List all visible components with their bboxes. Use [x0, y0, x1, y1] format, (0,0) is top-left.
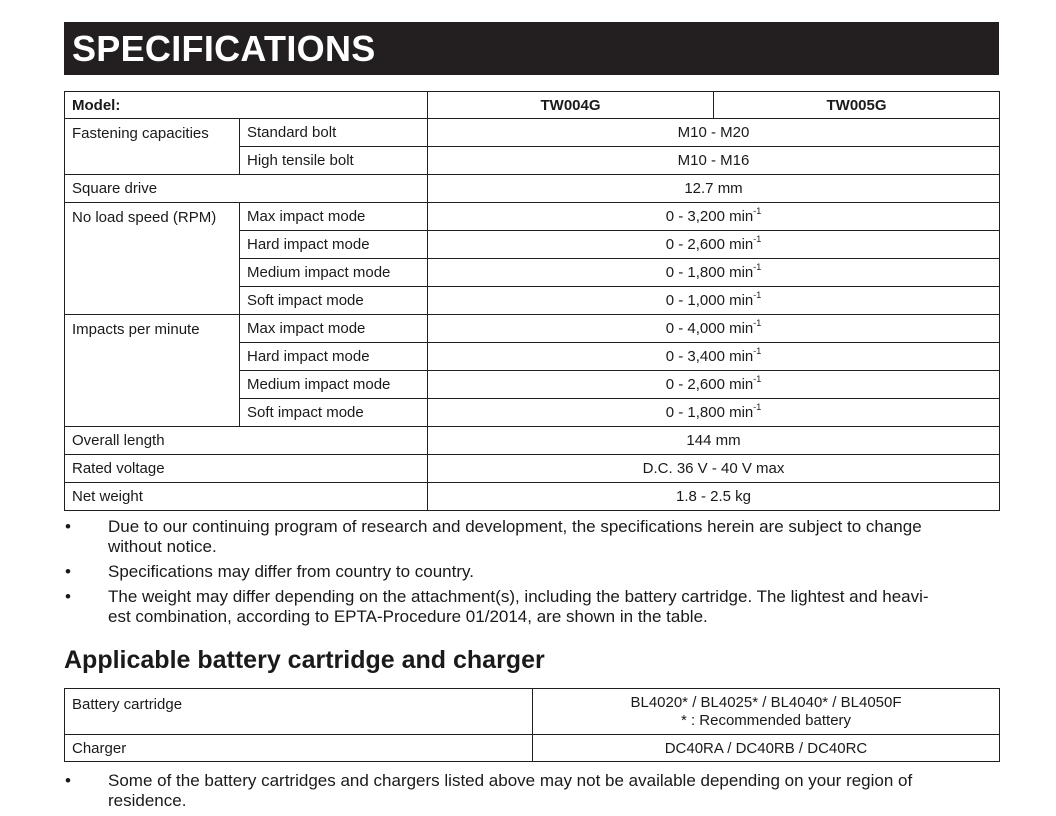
square-drive-value: 12.7 mm [428, 175, 1000, 203]
battery-charger-table [64, 688, 1000, 762]
bullet: • [65, 562, 71, 581]
table-row [65, 483, 1000, 511]
bullet: • [65, 517, 71, 536]
standard-bolt-label: Standard bolt [240, 119, 428, 147]
bullet: • [65, 771, 71, 790]
table-row [65, 119, 1000, 147]
overall-length-label: Overall length [65, 427, 428, 455]
speed-value: 0 - 3,200 $\min^{-1}$ [428, 203, 1000, 231]
bullet: • [65, 587, 71, 606]
table-row [65, 455, 1000, 483]
charger-value: DC40RA / DC40RB / DC40RC [533, 735, 1000, 762]
table-row [65, 175, 1000, 203]
battery-cartridge-value: BL4020* / BL4025* / BL4040* / BL4050F * : Recommended battery [533, 689, 1000, 735]
impact-value: 0 - 3,400 $\min^{-1}$ [428, 343, 1000, 371]
speed-mode-label: Soft impact mode [240, 287, 428, 315]
rated-voltage-label: Rated voltage [65, 455, 428, 483]
impact-value: 0 - 2,600 $\min^{-1}$ [428, 371, 1000, 399]
square-drive-label: Square drive [65, 175, 428, 203]
model-tw004g: TW004G [428, 92, 714, 119]
list-item: • Due to our continuing program of research and development, the specifications herein are subject to change without notice. [65, 517, 922, 556]
rated-voltage-value: D.C. 36 V - 40 V max [428, 455, 1000, 483]
table-row [65, 689, 1000, 735]
table-row [65, 92, 1000, 119]
impacts-per-minute-label: Impacts per minute [65, 315, 240, 427]
battery-notes [64, 771, 999, 816]
table-row [65, 735, 1000, 762]
high-tensile-bolt-label: High tensile bolt [240, 147, 428, 175]
speed-value: 0 - 1,800 $\min^{-1}$ [428, 259, 1000, 287]
list-item: • Specifications may differ from country to country. [65, 562, 474, 581]
battery-cartridge-label: Battery cartridge [65, 689, 533, 735]
battery-section-heading: Applicable battery cartridge and charger [64, 646, 545, 674]
model-tw005g: TW005G [714, 92, 1000, 119]
speed-mode-label: Hard impact mode [240, 231, 428, 259]
speed-mode-label: Medium impact mode [240, 259, 428, 287]
impact-value: 0 - 4,000 $\min^{-1}$ [428, 315, 1000, 343]
net-weight-label: Net weight [65, 483, 428, 511]
net-weight-value: 1.8 - 2.5 kg [428, 483, 1000, 511]
fastening-capacities-label: Fastening capacities [65, 119, 240, 175]
specification-notes [64, 517, 999, 632]
list-item: • The weight may differ depending on the attachment(s), including the battery cartridge. The lightest and heavi- est combination, according to EPTA-Procedure 01/2014, are shown in the table. [65, 587, 929, 626]
impact-mode-label: Hard impact mode [240, 343, 428, 371]
table-row [65, 203, 1000, 231]
speed-value: 0 - 1,000 $\min^{-1}$ [428, 287, 1000, 315]
recommended-battery-note: * : Recommended battery [680, 711, 852, 729]
charger-label: Charger [65, 735, 533, 762]
impact-mode-label: Medium impact mode [240, 371, 428, 399]
impact-mode-label: Max impact mode [240, 315, 428, 343]
model-label: Model: [65, 92, 428, 119]
overall-length-value: 144 mm [428, 427, 1000, 455]
page-title: SPECIFICATIONS [64, 22, 999, 75]
table-row [65, 315, 1000, 343]
no-load-speed-label: No load speed (RPM) [65, 203, 240, 315]
standard-bolt-value: M10 - M20 [428, 119, 1000, 147]
speed-mode-label: Max impact mode [240, 203, 428, 231]
impact-mode-label: Soft impact mode [240, 399, 428, 427]
impact-value: 0 - 1,800 $\min^{-1}$ [428, 399, 1000, 427]
list-item: • Some of the battery cartridges and chargers listed above may not be available depending on your region of residence. [65, 771, 913, 810]
table-row [65, 427, 1000, 455]
high-tensile-bolt-value: M10 - M16 [428, 147, 1000, 175]
speed-value: 0 - 2,600 $\min^{-1}$ [428, 231, 1000, 259]
specifications-table [64, 91, 1000, 511]
